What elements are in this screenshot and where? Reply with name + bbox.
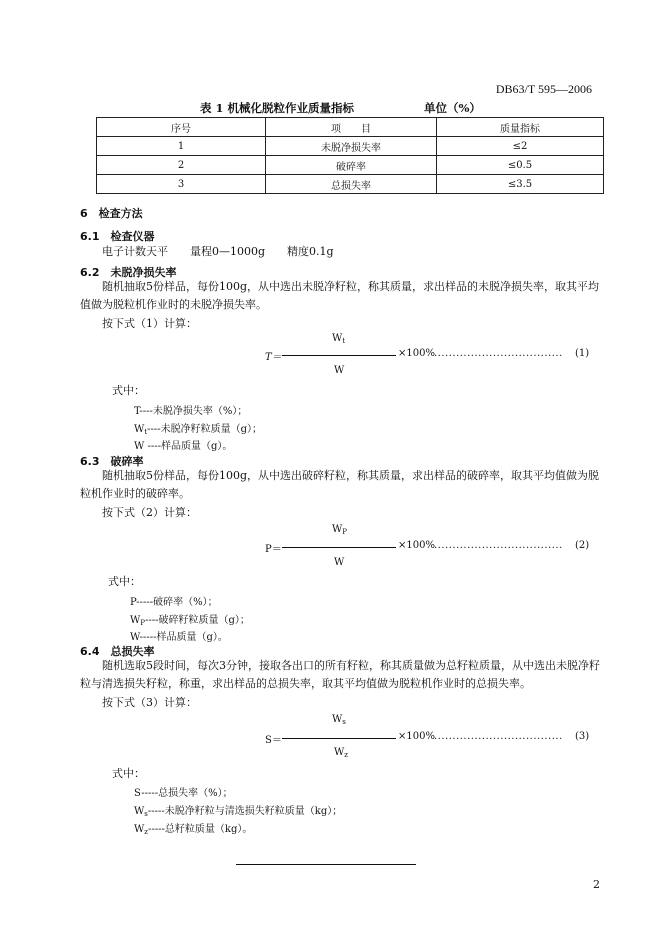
formula-1-leader-dots: ................................... xyxy=(434,348,563,359)
table-cell: 总损失率 xyxy=(266,175,437,194)
formula-2-where: 式中： xyxy=(108,575,141,588)
formula-2-fraction-bar xyxy=(282,547,396,548)
table-cell: 2 xyxy=(97,156,266,175)
table-header-cell: 质量指标 xyxy=(437,118,604,137)
instrument-spec: 电子计数天平 量程0—1000g 精度0.1g xyxy=(102,245,334,258)
table-caption: 表 1 机械化脱粒作业质量指标 xyxy=(200,101,355,115)
table-row xyxy=(97,137,604,156)
table-header-cell: 序号 xyxy=(97,118,266,137)
formula-1-def-w: W ----样品质量（g）。 xyxy=(134,441,233,452)
formula-3-number: (3) xyxy=(575,731,590,742)
formula-2-numerator: $W_P$ xyxy=(332,524,347,536)
formula-2-lhs: P＝ xyxy=(265,544,282,555)
formula-3-def-ws: $W_s-----$未脱净籽粒与清选损失籽粒质量（kg）； xyxy=(134,806,343,818)
end-rule xyxy=(236,864,416,865)
formula-2-leader-dots: ................................... xyxy=(434,540,563,551)
formula-3-lhs: S＝ xyxy=(265,735,282,746)
formula-1-numerator: $W_t$ xyxy=(332,333,346,345)
quality-index-table xyxy=(96,117,604,194)
formula-3-leader-dots: ................................... xyxy=(434,731,563,742)
formula-1-def-t: T----未脱净损失率（%）； xyxy=(134,406,248,417)
formula-2-number: (2) xyxy=(575,540,590,551)
formula-1-intro: 按下式（1）计算： xyxy=(102,317,197,330)
formula-3-numerator: $W_s$ xyxy=(332,714,346,726)
formula-2-def-w: W-----样品质量（g）。 xyxy=(130,632,228,643)
table-cell: 破碎率 xyxy=(266,156,437,175)
section-6-3-heading: 6.3 破碎率 xyxy=(80,455,144,468)
table-cell: 未脱净损失率 xyxy=(266,137,437,156)
formula-3-denominator: $W_z$ xyxy=(334,747,348,759)
section-6-4-heading: 6.4 总损失率 xyxy=(80,645,155,658)
table-row xyxy=(97,156,604,175)
section-6-2-heading: 6.2 未脱净损失率 xyxy=(80,266,177,279)
table-cell: 3 xyxy=(97,175,266,194)
table-cell: ≤2 xyxy=(437,137,604,156)
formula-3-where: 式中： xyxy=(112,767,145,780)
formula-3-def-s: S-----总损失率（%）； xyxy=(134,788,233,799)
table-cell: ≤3.5 xyxy=(437,175,604,194)
section-6-4-paragraph: 随机选取5段时间，每次3分钟，接取各出口的所有籽粒，称其质量做为总籽粒质量，从中选出未脱净籽粒与清选损失籽粒，称重，求出样品的总损失率，取其平均值做为脱粒机作业时的总损失率。 xyxy=(80,659,600,690)
standard-number: DB63/T 595—2006 xyxy=(495,82,592,96)
section-6-heading: 6 检查方法 xyxy=(80,207,143,220)
formula-1-rhs: ×100% xyxy=(398,348,435,359)
section-6-1-heading: 6.1 检查仪器 xyxy=(80,230,155,243)
section-6-2-paragraph: 随机抽取5份样品，每份100g，从中选出未脱净籽粒，称其质量，求出样品的未脱净损失率，取其平均值做为脱粒机作业时的未脱净损失率。 xyxy=(80,280,600,311)
formula-2-denominator: W xyxy=(334,557,345,568)
section-6-3-paragraph: 随机抽取5份样品，每份100g，从中选出破碎籽粒，称其质量，求出样品的破碎率，取其平均值做为脱粒机作业时的破碎率。 xyxy=(80,469,600,500)
formula-3-intro: 按下式（3）计算： xyxy=(102,696,197,709)
formula-1-lhs: T＝ xyxy=(265,352,282,363)
formula-3-fraction-bar xyxy=(282,738,396,739)
formula-3-def-wz: $W_z-----$总籽粒质量（kg）。 xyxy=(134,824,253,836)
formula-2-rhs: ×100% xyxy=(398,540,435,551)
table-row xyxy=(97,175,604,194)
formula-1-where: 式中： xyxy=(112,384,145,397)
table-cell: 1 xyxy=(97,137,266,156)
formula-1-def-wt: $W_t----$未脱净籽粒质量（g）； xyxy=(134,424,263,436)
table-unit: 单位（%） xyxy=(424,101,481,115)
formula-2-intro: 按下式（2）计算： xyxy=(102,506,197,519)
formula-1-denominator: W xyxy=(334,365,345,376)
page-number: 2 xyxy=(593,878,600,891)
formula-1-fraction-bar xyxy=(282,355,396,356)
table-header-row xyxy=(97,118,604,137)
formula-1-number: (1) xyxy=(575,348,590,359)
formula-2-def-p: P-----破碎率（%）； xyxy=(130,597,218,608)
formula-3-rhs: ×100% xyxy=(398,731,435,742)
formula-2-def-wp: $W_P----$破碎籽粒质量（g）； xyxy=(130,615,250,627)
table-header-cell: 项 目 xyxy=(266,118,437,137)
table-cell: ≤0.5 xyxy=(437,156,604,175)
